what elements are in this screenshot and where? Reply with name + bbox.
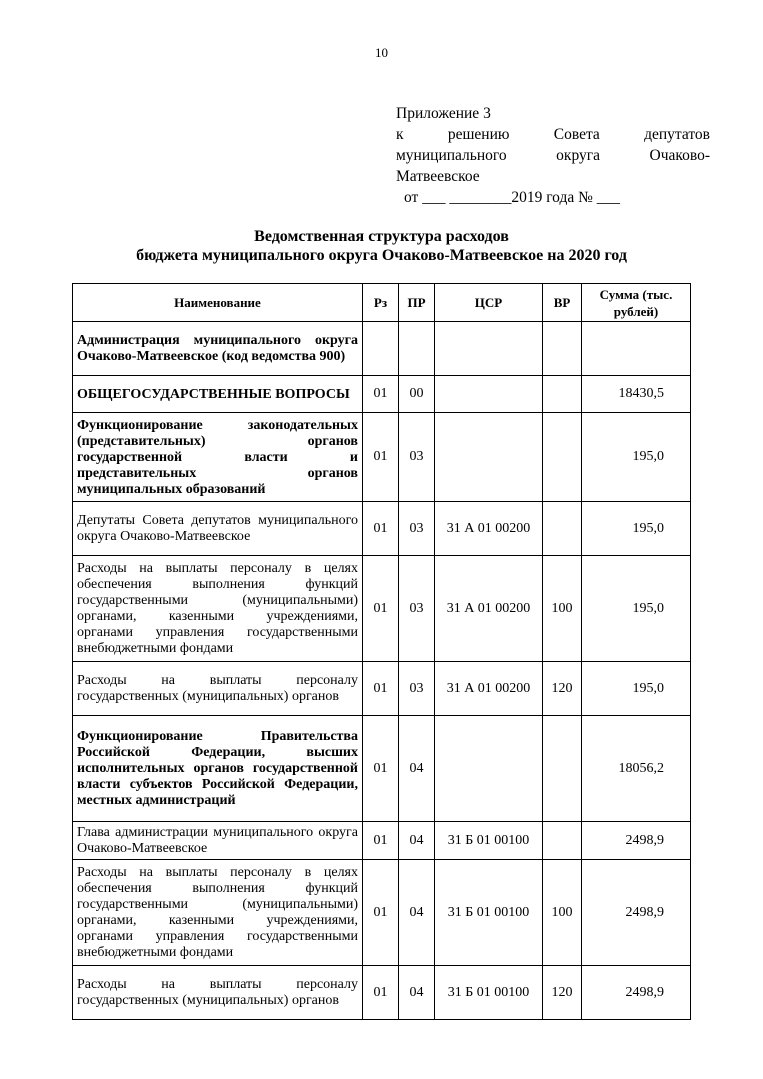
table-row bbox=[73, 716, 691, 822]
row-sum: 2498,9 bbox=[582, 966, 691, 1020]
row-sum: 2498,9 bbox=[582, 860, 691, 966]
document-subtitle: бюджета муниципального округа Очаково-Матвеевское на 2020 год bbox=[136, 247, 627, 264]
header-vr: ВР bbox=[543, 284, 582, 322]
appendix-block bbox=[396, 103, 710, 208]
table-row bbox=[73, 502, 691, 556]
row-vr bbox=[543, 502, 582, 556]
row-csr bbox=[435, 716, 543, 822]
row-vr bbox=[543, 413, 582, 502]
row-name: ОБЩЕГОСУДАРСТВЕННЫЕ ВОПРОСЫ bbox=[73, 376, 363, 413]
row-vr: 100 bbox=[543, 556, 582, 662]
row-csr bbox=[435, 322, 543, 376]
row-name: Расходы на выплаты персоналу государственных (муниципальных) органов bbox=[73, 662, 363, 716]
row-name: Администрация муниципального округа Очаково-Матвеевское (код ведомства 900) bbox=[73, 322, 363, 376]
header-name: Наименование bbox=[73, 284, 363, 322]
appendix-line-4: Матвеевское bbox=[396, 168, 480, 185]
row-pr: 04 bbox=[399, 822, 435, 860]
row-rz: 01 bbox=[363, 502, 399, 556]
row-rz: 01 bbox=[363, 413, 399, 502]
row-csr bbox=[435, 413, 543, 502]
table-row bbox=[73, 662, 691, 716]
row-pr bbox=[399, 322, 435, 376]
row-name: Функционирование Правительства Российской Федерации, высших исполнительных органов государственной власти субъектов Российской Федерации, местных администраций bbox=[73, 716, 363, 822]
row-vr: 120 bbox=[543, 966, 582, 1020]
row-pr: 04 bbox=[399, 860, 435, 966]
row-rz: 01 bbox=[363, 662, 399, 716]
table-row bbox=[73, 822, 691, 860]
row-pr: 03 bbox=[399, 556, 435, 662]
row-vr: 100 bbox=[543, 860, 582, 966]
row-rz bbox=[363, 322, 399, 376]
row-pr: 00 bbox=[399, 376, 435, 413]
row-rz: 01 bbox=[363, 860, 399, 966]
table-row bbox=[73, 376, 691, 413]
header-rz: Рз bbox=[363, 284, 399, 322]
row-rz: 01 bbox=[363, 556, 399, 662]
row-name: Глава администрации муниципального округа Очаково-Матвеевское bbox=[73, 822, 363, 860]
header-pr: ПР bbox=[399, 284, 435, 322]
row-vr bbox=[543, 322, 582, 376]
table-row bbox=[73, 966, 691, 1020]
row-name: Функционирование законодательных (представительных) органов государственной власти и представительных органов муниципальных образований bbox=[73, 413, 363, 502]
table-header-row bbox=[73, 284, 691, 322]
row-sum: 18430,5 bbox=[582, 376, 691, 413]
row-pr: 04 bbox=[399, 966, 435, 1020]
row-name: Расходы на выплаты персоналу государственных (муниципальных) органов bbox=[73, 966, 363, 1020]
row-csr bbox=[435, 376, 543, 413]
table-row bbox=[73, 322, 691, 376]
header-csr: ЦСР bbox=[435, 284, 543, 322]
row-csr: 31 Б 01 00100 bbox=[435, 860, 543, 966]
appendix-line-1: Приложение 3 bbox=[396, 105, 491, 122]
row-pr: 03 bbox=[399, 662, 435, 716]
row-csr: 31 А 01 00200 bbox=[435, 662, 543, 716]
row-pr: 03 bbox=[399, 502, 435, 556]
row-sum: 195,0 bbox=[582, 413, 691, 502]
row-name: Расходы на выплаты персоналу в целях обеспечения выполнения функций государственными (муниципальными) органами, казенными учреждениями, органами управления государственными внебюджетными фондами bbox=[73, 556, 363, 662]
row-vr bbox=[543, 376, 582, 413]
row-name: Расходы на выплаты персоналу в целях обеспечения выполнения функций государственными (муниципальными) органами, казенными учреждениями, органами управления государственными внебюджетными фондами bbox=[73, 860, 363, 966]
row-sum: 195,0 bbox=[582, 556, 691, 662]
row-sum: 2498,9 bbox=[582, 822, 691, 860]
row-vr bbox=[543, 716, 582, 822]
expenditure-table bbox=[72, 283, 691, 1020]
row-csr: 31 Б 01 00100 bbox=[435, 966, 543, 1020]
row-vr: 120 bbox=[543, 662, 582, 716]
row-pr: 03 bbox=[399, 413, 435, 502]
table-row bbox=[73, 860, 691, 966]
row-sum: 18056,2 bbox=[582, 716, 691, 822]
header-sum: Сумма (тыс. рублей) bbox=[582, 284, 691, 322]
row-rz: 01 bbox=[363, 376, 399, 413]
row-rz: 01 bbox=[363, 716, 399, 822]
row-pr: 04 bbox=[399, 716, 435, 822]
row-csr: 31 А 01 00200 bbox=[435, 502, 543, 556]
row-sum: 195,0 bbox=[582, 502, 691, 556]
table-row bbox=[73, 556, 691, 662]
row-csr: 31 А 01 00200 bbox=[435, 556, 543, 662]
row-sum bbox=[582, 322, 691, 376]
row-sum: 195,0 bbox=[582, 662, 691, 716]
row-rz: 01 bbox=[363, 966, 399, 1020]
row-vr bbox=[543, 822, 582, 860]
appendix-line-2: к решению Совета депутатов bbox=[396, 126, 710, 143]
appendix-line-5: от ___ ________2019 года № ___ bbox=[404, 189, 621, 206]
table-row bbox=[73, 413, 691, 502]
row-rz: 01 bbox=[363, 822, 399, 860]
appendix-line-3: муниципального округа Очаково- bbox=[396, 147, 710, 164]
document-title: Ведомственная структура расходов bbox=[254, 228, 509, 245]
row-name: Депутаты Совета депутатов муниципального округа Очаково-Матвеевское bbox=[73, 502, 363, 556]
page-number: 10 bbox=[375, 45, 388, 60]
row-csr: 31 Б 01 00100 bbox=[435, 822, 543, 860]
